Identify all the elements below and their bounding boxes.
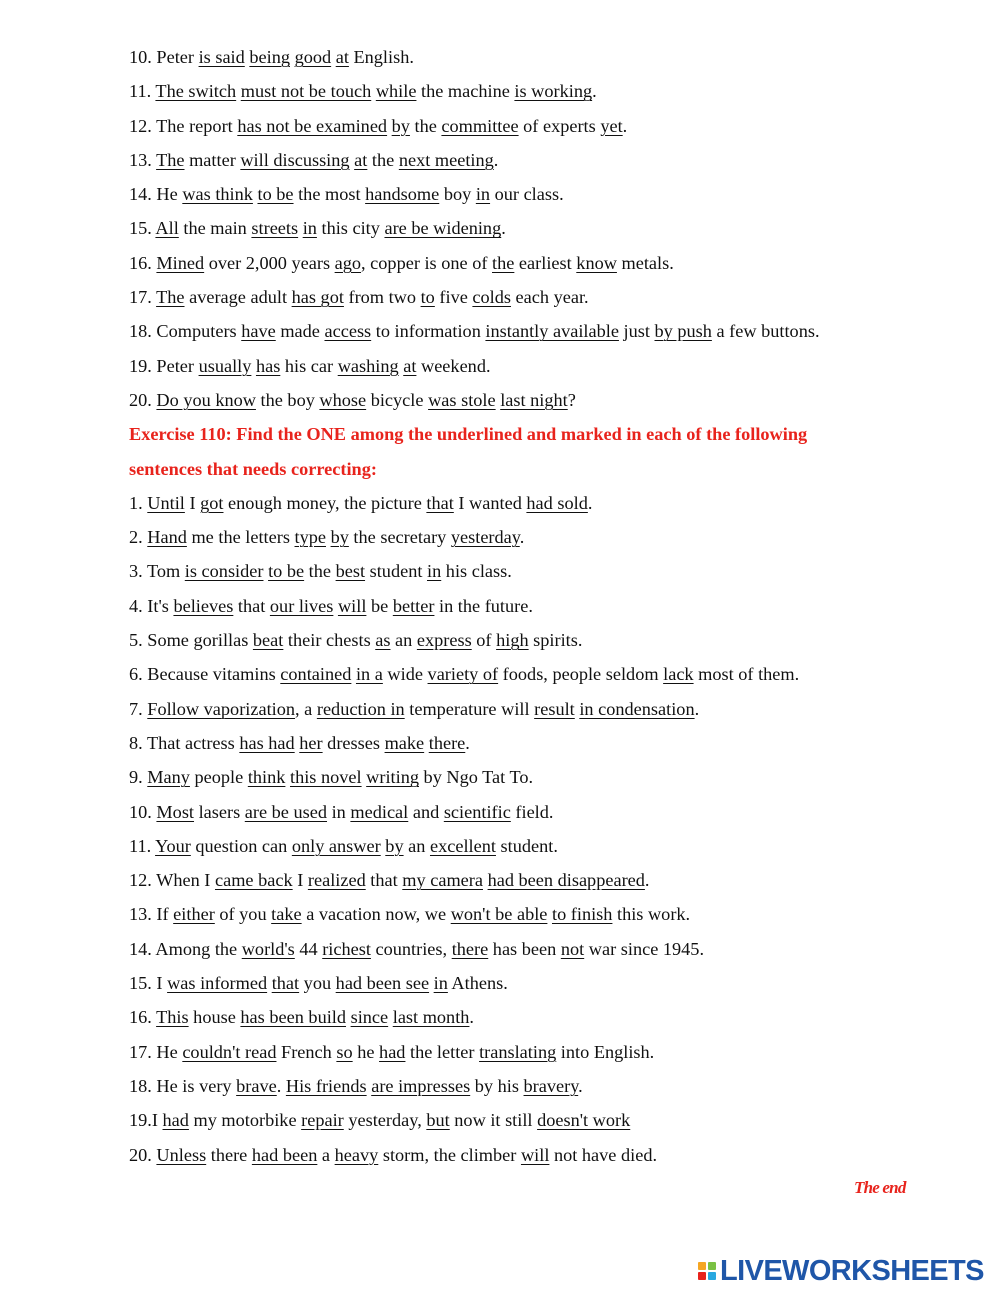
sentence-line [129, 692, 989, 726]
text-segment: their chests [283, 630, 376, 651]
underlined-segment: in [302, 218, 317, 239]
text-segment: matter [184, 149, 241, 170]
text-segment: 17. He [129, 1041, 183, 1062]
sentence-line [129, 863, 989, 897]
underlined-segment: better [392, 595, 435, 616]
sentence-line [129, 143, 989, 177]
text-segment: 6. Because vitamins [129, 664, 281, 685]
underlined-segment: to be [268, 561, 305, 582]
text-segment: temperature will [404, 698, 535, 719]
text-segment: 20. [129, 389, 157, 410]
underlined-segment: The [156, 287, 185, 308]
sentence-line [129, 314, 989, 348]
underlined-segment: yesterday [450, 527, 520, 548]
underlined-segment: This [156, 1007, 189, 1028]
text-segment: . [493, 149, 499, 170]
text-segment: Athens. [447, 973, 508, 994]
underlined-segment: realized [307, 870, 366, 891]
underlined-segment: had [379, 1041, 406, 1062]
text-segment: dresses [322, 732, 385, 753]
underlined-segment: make [384, 732, 425, 753]
underlined-segment: repair [301, 1110, 344, 1131]
underlined-segment: to be [257, 184, 294, 205]
sentence-line [129, 109, 989, 143]
underlined-segment: Hand [147, 527, 187, 548]
text-segment: 10. [129, 801, 157, 822]
text-segment: from two [343, 287, 421, 308]
text-segment: house [188, 1007, 241, 1028]
underlined-segment: Until [147, 492, 185, 513]
underlined-segment: had been [251, 1144, 318, 1165]
underlined-segment: by [330, 527, 349, 548]
text-segment: 4. It's [129, 595, 174, 616]
underlined-segment: that [271, 973, 300, 994]
text-segment: boy [439, 184, 476, 205]
text-segment: 16. [129, 252, 157, 273]
underlined-segment: type [294, 527, 326, 548]
sentence-line [129, 897, 989, 931]
text-segment: the [304, 561, 336, 582]
underlined-segment: our lives [269, 595, 334, 616]
text-segment: now it still [449, 1110, 538, 1131]
text-segment: by his [470, 1075, 524, 1096]
underlined-segment: to finish [551, 904, 613, 925]
sentence-line [129, 623, 989, 657]
underlined-segment: contained [280, 664, 352, 685]
underlined-segment: richest [322, 938, 371, 959]
underlined-segment: Do you know [156, 389, 256, 410]
text-segment: 8. That actress [129, 732, 240, 753]
text-segment: 5. Some gorillas [129, 630, 253, 651]
underlined-segment: was think [182, 184, 253, 205]
text-segment: he [352, 1041, 380, 1062]
underlined-segment: had sold [526, 492, 588, 513]
sentence-line [129, 1035, 989, 1069]
text-segment: 18. He is very [129, 1075, 237, 1096]
underlined-segment: The [156, 149, 185, 170]
sentence-line [129, 657, 989, 691]
text-segment: 20. [129, 1144, 157, 1165]
underlined-segment: writing [366, 767, 419, 788]
text-segment: most of them. [693, 664, 800, 685]
underlined-segment: in a [355, 664, 383, 685]
text-segment: spirits. [528, 630, 583, 651]
underlined-segment: next meeting [398, 149, 494, 170]
underlined-segment: whose [319, 389, 367, 410]
underlined-segment: as [375, 630, 391, 651]
underlined-segment: The switch [155, 81, 237, 102]
underlined-segment: bravery [523, 1075, 579, 1096]
underlined-segment: usually [198, 355, 252, 376]
underlined-segment: doesn't work [537, 1110, 631, 1131]
text-segment: bicycle [366, 389, 429, 410]
text-segment: 11. [129, 835, 156, 856]
underlined-segment: Your [155, 835, 191, 856]
text-segment: I [184, 492, 201, 513]
underlined-segment: instantly available [485, 321, 619, 342]
underlined-segment: got [200, 492, 224, 513]
text-segment: question can [190, 835, 292, 856]
text-segment: . [644, 870, 650, 891]
text-segment: 10. Peter [129, 47, 199, 67]
sentence-line [129, 1000, 989, 1034]
text-segment: Exercise 110: Find the ONE among the underlined and marked in each of the following [129, 424, 808, 445]
liveworksheets-logo[interactable] [698, 1254, 984, 1288]
underlined-segment: yet [600, 115, 623, 136]
underlined-segment: last night [500, 389, 568, 410]
underlined-segment: that [426, 492, 454, 513]
sentence-line [129, 966, 989, 1000]
text-segment: an [390, 630, 417, 651]
text-segment: in the future. [434, 595, 533, 616]
text-segment: 7. [129, 698, 148, 719]
sentence-line [129, 74, 989, 108]
underlined-segment: has been build [240, 1007, 347, 1028]
underlined-segment: in [475, 184, 491, 205]
underlined-segment: being [249, 47, 290, 67]
underlined-segment: best [335, 561, 366, 582]
text-segment: weekend. [416, 355, 491, 376]
sentence-line [129, 246, 989, 280]
underlined-segment: is working [514, 81, 593, 102]
underlined-segment: while [375, 81, 417, 102]
underlined-segment: will [337, 595, 367, 616]
text-segment: has been [488, 938, 561, 959]
text-segment: ? [567, 389, 576, 410]
text-segment: English. [348, 47, 414, 67]
text-segment: 15. I [129, 973, 168, 994]
text-segment: storm, the climber [378, 1144, 521, 1165]
sentence-line [129, 726, 989, 760]
sentence-line [129, 177, 989, 211]
underlined-segment: have [241, 321, 276, 342]
text-segment: . [465, 732, 470, 753]
underlined-segment: are impresses [371, 1075, 471, 1096]
underlined-segment: at [335, 47, 349, 67]
underlined-segment: will [520, 1144, 550, 1165]
text-segment: 19.I [129, 1110, 163, 1131]
sentence-line [129, 486, 989, 520]
underlined-segment: to [420, 287, 435, 308]
text-segment: the main [178, 218, 252, 239]
text-segment: an [403, 835, 430, 856]
underlined-segment: by [385, 835, 404, 856]
text-segment: . [578, 1075, 583, 1096]
underlined-segment: the [492, 252, 515, 273]
underlined-segment: access [324, 321, 372, 342]
text-segment: . [519, 527, 525, 548]
underlined-segment: lack [663, 664, 694, 685]
text-segment: , copper is one of [361, 252, 493, 273]
text-segment: sentences that needs correcting: [129, 458, 377, 479]
underlined-segment: Many [147, 767, 190, 788]
text-segment: of [471, 630, 497, 651]
text-segment: into English. [556, 1041, 655, 1062]
underlined-segment: believes [173, 595, 234, 616]
text-segment: the most [293, 184, 366, 205]
text-segment: just [618, 321, 655, 342]
text-segment: I [292, 870, 308, 891]
underlined-segment: at [354, 149, 368, 170]
underlined-segment: has [255, 355, 281, 376]
underlined-segment: world's [241, 938, 295, 959]
text-segment: earliest [514, 252, 577, 273]
text-segment: average adult [184, 287, 292, 308]
underlined-segment: this novel [289, 767, 362, 788]
text-segment: countries, [370, 938, 452, 959]
underlined-segment: in [433, 973, 448, 994]
text-segment: of experts [518, 115, 601, 136]
text-segment: of you [214, 904, 272, 925]
text-segment: the [367, 149, 399, 170]
text-segment: 17. [129, 287, 157, 308]
sentence-line [129, 349, 989, 383]
underlined-segment: was stole [428, 389, 496, 410]
text-segment: each year. [510, 287, 589, 308]
underlined-segment: know [576, 252, 617, 273]
underlined-segment: translating [479, 1041, 557, 1062]
text-segment: . [592, 81, 597, 102]
text-segment: . [469, 1007, 474, 1028]
text-segment: 13. If [129, 904, 174, 925]
underlined-segment: has got [291, 287, 344, 308]
underlined-segment: won't be able [450, 904, 548, 925]
underlined-segment: Unless [156, 1144, 207, 1165]
underlined-segment: colds [472, 287, 511, 308]
underlined-segment: committee [441, 115, 519, 136]
underlined-segment: had been disappeared [487, 870, 645, 891]
text-segment: 2. [129, 527, 148, 548]
text-segment: 14. He [129, 184, 183, 205]
liveworksheets-logo-icon [698, 1262, 716, 1280]
text-segment: wide [382, 664, 428, 685]
text-segment: 11. [129, 81, 156, 102]
underlined-segment: is consider [184, 561, 264, 582]
text-segment: people [189, 767, 248, 788]
sentence-line [129, 1103, 989, 1137]
liveworksheets-brand-text: LIVEWORKSHEETS [720, 1254, 984, 1287]
underlined-segment: are be used [244, 801, 328, 822]
text-segment: , a [295, 698, 317, 719]
sentence-line [129, 760, 989, 794]
underlined-segment: there [451, 938, 489, 959]
underlined-segment: either [173, 904, 215, 925]
text-segment: lasers [194, 801, 245, 822]
underlined-segment: not [560, 938, 585, 959]
underlined-segment: think [247, 767, 286, 788]
underlined-segment: has had [239, 732, 295, 753]
underlined-segment: in condensation [579, 698, 695, 719]
text-segment: there [206, 1144, 252, 1165]
underlined-segment: heavy [334, 1144, 379, 1165]
underlined-segment: there [428, 732, 466, 753]
text-segment: field. [510, 801, 554, 822]
underlined-segment: so [336, 1041, 353, 1062]
text-segment: and [408, 801, 444, 822]
text-segment: the secretary [348, 527, 451, 548]
text-segment: 14. Among the [129, 938, 242, 959]
underlined-segment: Most [156, 801, 195, 822]
text-segment: yesterday, [343, 1110, 427, 1131]
text-segment: 9. [129, 767, 148, 788]
text-segment: 3. Tom [129, 561, 185, 582]
underlined-segment: high [496, 630, 529, 651]
underlined-segment: Follow vaporization [147, 698, 296, 719]
text-segment: our class. [490, 184, 564, 205]
text-segment: a [317, 1144, 335, 1165]
text-segment: that [365, 870, 403, 891]
text-segment: . [694, 698, 700, 719]
underlined-segment: ago [334, 252, 362, 273]
text-segment: student. [495, 835, 558, 856]
underlined-segment: variety of [427, 664, 499, 685]
text-segment: French [276, 1041, 337, 1062]
underlined-segment: reduction in [316, 698, 405, 719]
text-segment: the letter [405, 1041, 480, 1062]
text-segment: student [365, 561, 427, 582]
text-segment: you [299, 973, 336, 994]
sentence-line [129, 40, 989, 74]
sentence-line [129, 829, 989, 863]
underlined-segment: but [426, 1110, 450, 1131]
text-segment: that [233, 595, 270, 616]
underlined-segment: handsome [365, 184, 440, 205]
text-segment: by Ngo Tat To. [418, 767, 534, 788]
underlined-segment: my camera [402, 870, 483, 891]
underlined-segment: are be widening [384, 218, 502, 239]
text-segment: 15. [129, 218, 156, 239]
text-segment: 18. Computers [129, 321, 242, 342]
text-segment: 13. [129, 149, 157, 170]
underlined-segment: at [403, 355, 417, 376]
text-segment: a vacation now, we [301, 904, 451, 925]
underlined-segment: had been see [335, 973, 430, 994]
text-segment: 19. Peter [129, 355, 199, 376]
sentence-line [129, 795, 989, 829]
underlined-segment: had [162, 1110, 189, 1131]
text-segment: 16. [129, 1007, 157, 1028]
underlined-segment: since [350, 1007, 389, 1028]
underlined-segment: All [155, 218, 179, 239]
underlined-segment: must not be touch [240, 81, 372, 102]
underlined-segment: her [299, 732, 323, 753]
underlined-segment: came back [214, 870, 293, 891]
text-segment: 1. [129, 492, 148, 513]
text-segment: . [622, 115, 628, 136]
text-segment: the boy [255, 389, 320, 410]
underlined-segment: Mined [156, 252, 205, 273]
sentence-line [129, 520, 989, 554]
underlined-segment: express [416, 630, 472, 651]
text-segment: over 2,000 years [204, 252, 335, 273]
sentence-line [129, 554, 989, 588]
underlined-segment: beat [252, 630, 284, 651]
text-segment: the [409, 115, 442, 136]
the-end-label: The end [854, 1178, 906, 1197]
underlined-segment: is said [198, 47, 245, 67]
text-segment: 12. The report [129, 115, 238, 136]
text-segment: made [275, 321, 325, 342]
sentence-line [129, 383, 989, 417]
underlined-segment: good [294, 47, 332, 67]
underlined-segment: by [391, 115, 410, 136]
text-segment: me the letters [186, 527, 295, 548]
text-segment: 12. When I [129, 870, 215, 891]
underlined-segment: will discussing [240, 149, 350, 170]
underlined-segment: has not be examined [237, 115, 388, 136]
text-segment: enough money, the picture [223, 492, 427, 513]
text-segment: his car [280, 355, 338, 376]
underlined-segment: His friends [285, 1075, 367, 1096]
text-segment: . [276, 1075, 286, 1096]
sentence-line [129, 1138, 989, 1172]
underlined-segment: by push [654, 321, 712, 342]
underlined-segment: couldn't read [182, 1041, 277, 1062]
underlined-segment: take [271, 904, 302, 925]
sentence-line [129, 1069, 989, 1103]
text-segment: his class. [441, 561, 512, 582]
underlined-segment: medical [350, 801, 409, 822]
underlined-segment: brave [236, 1075, 277, 1096]
text-segment: be [366, 595, 393, 616]
text-segment: to information [371, 321, 486, 342]
sentence-line [129, 211, 989, 245]
text-segment: 44 [294, 938, 323, 959]
underlined-segment: scientific [443, 801, 511, 822]
underlined-segment: result [534, 698, 575, 719]
text-segment: foods, people seldom [498, 664, 664, 685]
worksheet-lines [129, 40, 989, 1172]
exercise-heading-line [129, 417, 989, 451]
text-segment: not have died. [549, 1144, 658, 1165]
text-segment: this work. [612, 904, 691, 925]
sentence-line [129, 589, 989, 623]
underlined-segment: only answer [291, 835, 381, 856]
text-segment: this city [316, 218, 385, 239]
underlined-segment: was informed [167, 973, 268, 994]
text-segment: the machine [416, 81, 515, 102]
text-segment: metals. [616, 252, 674, 273]
sentence-line [129, 932, 989, 966]
text-segment: five [434, 287, 473, 308]
text-segment: . [587, 492, 593, 513]
text-segment: my motorbike [188, 1110, 302, 1131]
underlined-segment: streets [251, 218, 299, 239]
underlined-segment: washing [337, 355, 399, 376]
text-segment: in [327, 801, 351, 822]
text-segment: a few buttons. [711, 321, 820, 342]
text-segment: war since 1945. [584, 938, 705, 959]
sentence-line [129, 280, 989, 314]
exercise-heading-line [129, 452, 989, 486]
underlined-segment: in [427, 561, 442, 582]
text-segment: . [501, 218, 506, 239]
underlined-segment: excellent [429, 835, 496, 856]
text-segment: I wanted [453, 492, 527, 513]
underlined-segment: last month [392, 1007, 470, 1028]
